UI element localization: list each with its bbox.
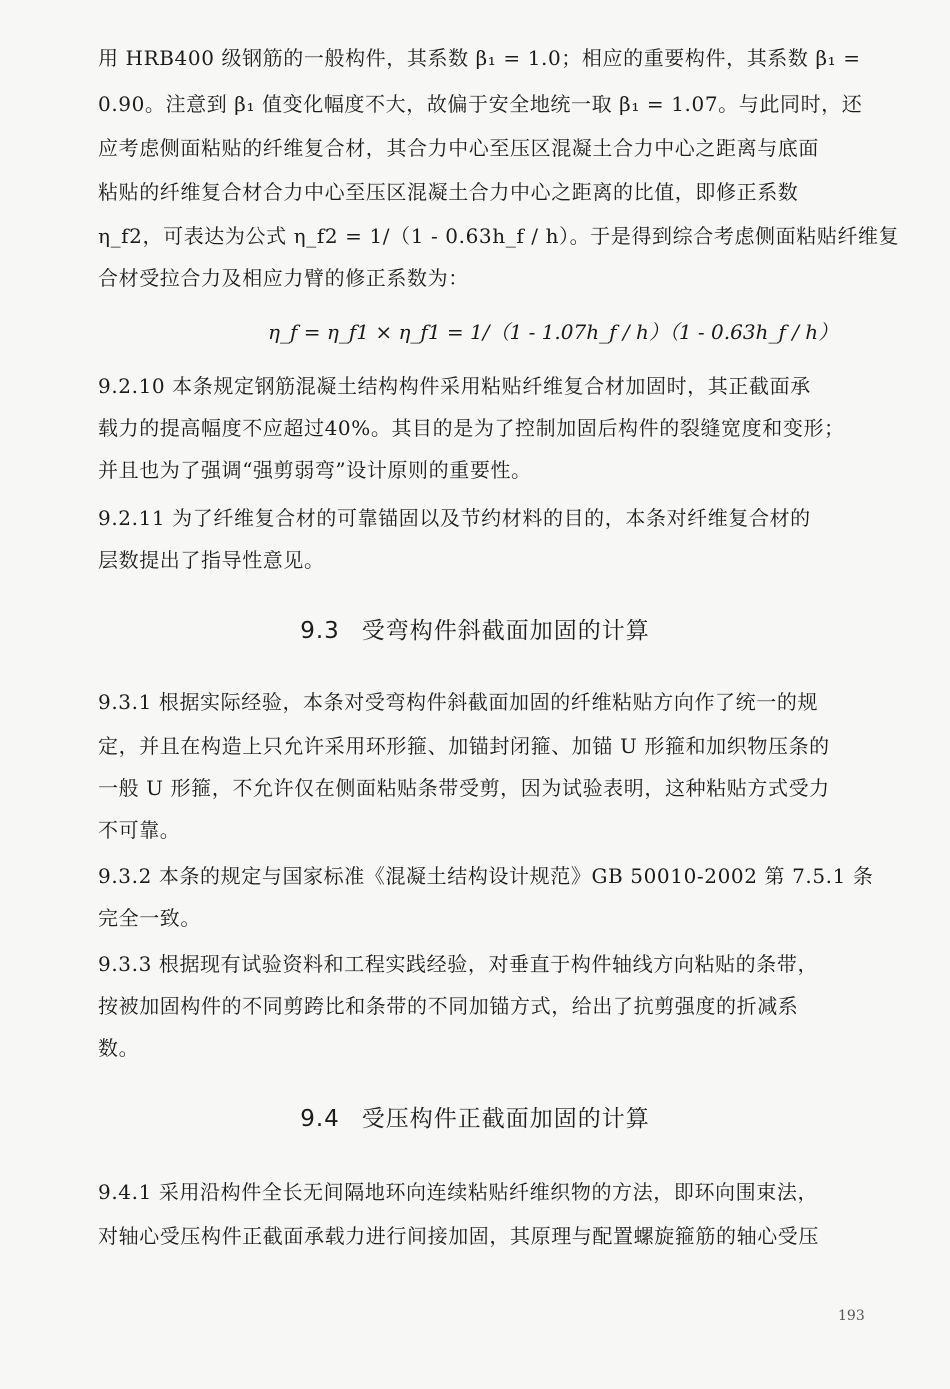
clause-9-3-1-line: 一般 U 形箍，不允许仅在侧面粘贴条带受剪，因为试验表明，这种粘贴方式受力 [98,776,830,800]
clause-9-3-1-line: 9.3.1 根据实际经验，本条对受弯构件斜截面加固的纤维粘贴方向作了统一的规 [98,690,819,714]
clause-9-3-1-line: 定，并且在构造上只允许采用环形箍、加锚封闭箍、加锚 U 形箍和加织物压条的 [98,734,830,758]
text-line: η_f2，可表达为公式 η_f2 = 1/（1 - 0.63h_f / h）。于是得到综合考虑侧面粘贴纤维复 [98,224,900,248]
clause-9-2-10-line: 9.2.10 本条规定钢筋混凝土结构构件采用粘贴纤维复合材加固时，其正截面承 [98,374,811,398]
correction-factor-formula: η_f = η_f1 × η_f1 = 1/（1 - 1.07h_f / h）（1 - 0.63h_f / h） [268,320,839,344]
clause-9-4-1-line: 对轴心受压构件正截面承载力进行间接加固，其原理与配置螺旋箍筋的轴心受压 [98,1224,819,1248]
clause-9-3-2-line: 9.3.2 本条的规定与国家标准《混凝土结构设计规范》GB 50010-2002 第 7.5.1 条 [98,864,874,888]
clause-9-3-3-line: 9.3.3 根据现有试验资料和工程实践经验，对垂直于构件轴线方向粘贴的条带， [98,952,819,976]
page-number: 193 [838,1308,865,1324]
clause-9-2-11-line: 层数提出了指导性意见。 [98,548,325,572]
section-number: 9.4 [300,1106,340,1132]
clause-9-3-1-line: 不可靠。 [98,818,181,842]
section-number: 9.3 [300,618,340,644]
clause-9-2-10-line: 并且也为了强调“强剪弱弯”设计原则的重要性。 [98,458,532,482]
clause-9-2-10-line: 载力的提高幅度不应超过40%。其目的是为了控制加固后构件的裂缝宽度和变形； [98,416,845,440]
text-line: 应考虑侧面粘贴的纤维复合材，其合力中心至压区混凝土合力中心之距离与底面 [98,136,819,160]
clause-9-3-3-line: 数。 [98,1036,140,1060]
text-line: 0.90。注意到 β₁ 值变化幅度不大，故偏于安全地统一取 β₁ = 1.07。与此同时，还 [98,92,863,116]
clause-9-3-3-line: 按被加固构件的不同剪跨比和条带的不同加锚方式，给出了抗剪强度的折减系 [98,994,799,1018]
section-heading-9-4 [0,1104,950,1134]
section-heading-9-3 [0,616,950,646]
text-line: 合材受拉合力及相应力臂的修正系数为： [98,266,469,290]
section-title: 受弯构件斜截面加固的计算 [361,618,650,644]
text-line: 用 HRB400 级钢筋的一般构件，其系数 β₁ = 1.0；相应的重要构件，其系数 β₁ = [98,46,861,70]
clause-9-2-11-line: 9.2.11 为了纤维复合材的可靠锚固以及节约材料的目的，本条对纤维复合材的 [98,506,811,530]
clause-9-3-2-line: 完全一致。 [98,906,201,930]
section-title: 受压构件正截面加固的计算 [361,1106,650,1132]
clause-9-4-1-line: 9.4.1 采用沿构件全长无间隔地环向连续粘贴纤维织物的方法，即环向围束法， [98,1180,819,1204]
text-line: 粘贴的纤维复合材合力中心至压区混凝土合力中心之距离的比值，即修正系数 [98,180,799,204]
